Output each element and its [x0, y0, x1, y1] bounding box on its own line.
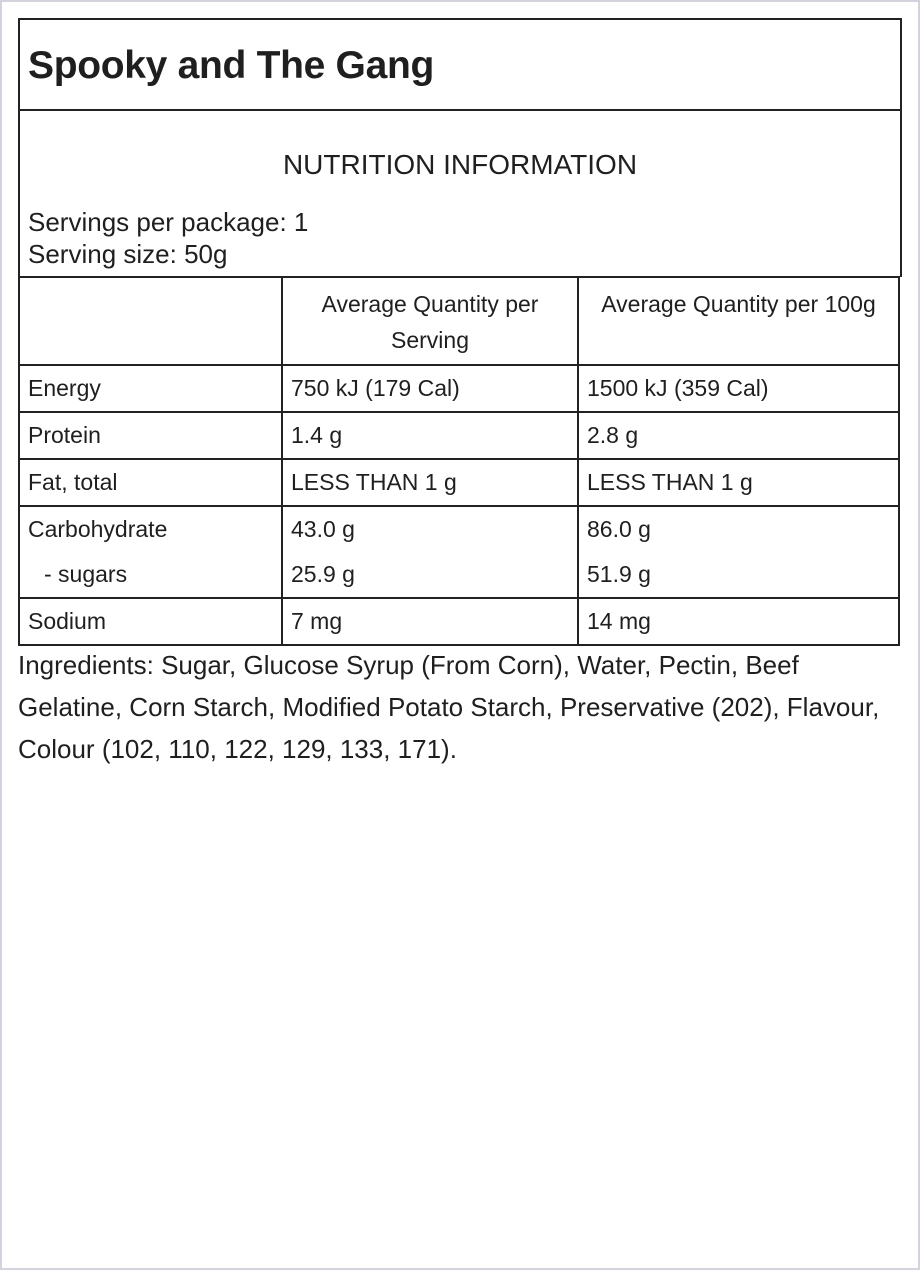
per-serving-value: 1.4 g	[282, 412, 578, 459]
per-100g-value: 86.0 g	[587, 516, 651, 542]
column-header-nutrient	[19, 277, 282, 365]
column-header-per-serving: Average Quantity per Serving	[282, 277, 578, 365]
per-100g-value: LESS THAN 1 g	[578, 459, 899, 506]
servings-per-package: Servings per package: 1	[28, 207, 309, 237]
nutrient-label: Fat, total	[19, 459, 282, 506]
per-100g-cell	[578, 506, 899, 598]
per-serving-cell	[282, 506, 578, 598]
sub-per-100g-value: 51.9 g	[587, 561, 651, 587]
column-header-per-100g: Average Quantity per 100g	[578, 277, 899, 365]
nutrition-info-section	[18, 109, 902, 277]
per-serving-value: 7 mg	[282, 598, 578, 645]
nutrient-label: Sodium	[19, 598, 282, 645]
sub-per-serving-value: 25.9 g	[291, 561, 355, 587]
nutrient-label: Protein	[19, 412, 282, 459]
nutrition-heading: NUTRITION INFORMATION	[282, 149, 638, 180]
product-title: Spooky and The Gang	[28, 44, 435, 87]
nutrition-table	[18, 276, 900, 646]
nutrient-label-cell	[19, 506, 282, 598]
table-row-fat	[19, 459, 899, 506]
per-100g-value: 14 mg	[578, 598, 899, 645]
table-header-row	[19, 277, 899, 365]
table-row-sodium	[19, 598, 899, 645]
per-100g-value: 2.8 g	[578, 412, 899, 459]
sub-nutrient-label: - sugars	[44, 561, 128, 587]
title-section	[18, 18, 902, 111]
table-row-protein	[19, 412, 899, 459]
nutrient-label: Energy	[19, 365, 282, 412]
per-serving-value: 750 kJ (179 Cal)	[282, 365, 578, 412]
per-serving-value: 43.0 g	[291, 516, 355, 542]
serving-size: Serving size: 50g	[28, 239, 228, 269]
per-100g-value: 1500 kJ (359 Cal)	[578, 365, 899, 412]
ingredients-text: Ingredients: Sugar, Glucose Syrup (From Corn), Water, Pectin, Beef Gelatine, Corn Starch, Modified Potato Starch, Preservative (202), Flavour, Colour (102, 110, 122, 129, 133, 171).	[18, 650, 880, 764]
table-row-energy	[19, 365, 899, 412]
per-serving-value: LESS THAN 1 g	[282, 459, 578, 506]
table-row-carbohydrate	[19, 506, 899, 598]
nutrient-label: Carbohydrate	[28, 516, 168, 542]
